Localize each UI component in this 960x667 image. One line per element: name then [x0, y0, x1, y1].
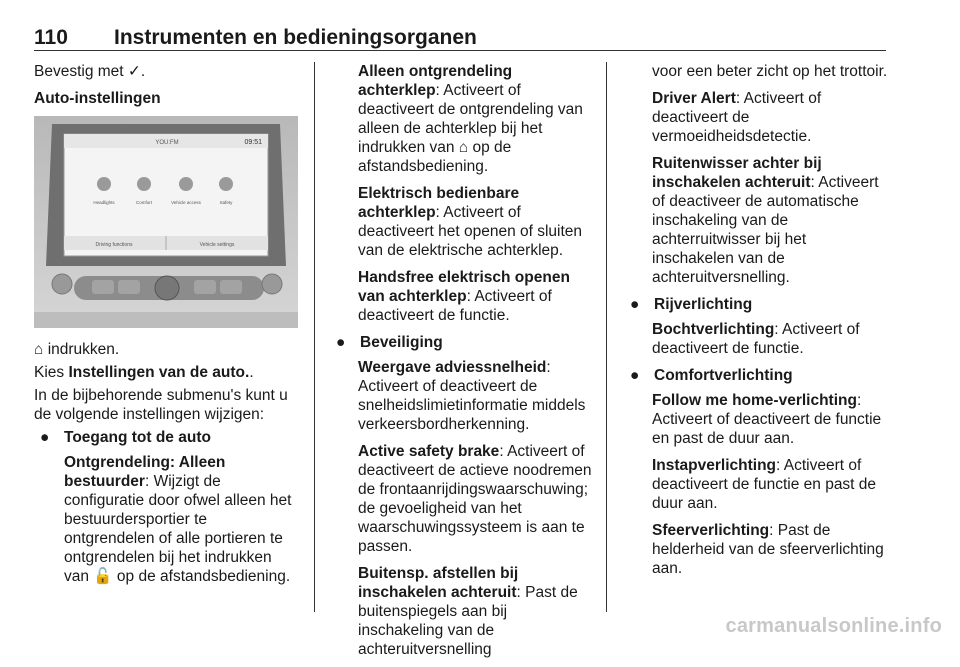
screen-time: 09:51: [244, 139, 262, 146]
screen-center-text: YOU:FM: [155, 140, 179, 146]
column-divider-2: [606, 62, 607, 612]
item-driver-unlock: Ontgrendeling: Alleen bestuurder: Wijzigt de configuratie door ofwel alleen het bestuurdersportier te ontgrendelen of alle portieren te ontgrendelen bij het indrukken van 🔓 op de afstandsbediening.: [64, 454, 292, 585]
tile-comfort: Comfort: [135, 200, 153, 205]
bullet-vehicle-access: ● Toegang tot de auto: [40, 429, 211, 446]
bullet-comfort-lights: ● Comfortverlichting: [630, 367, 793, 384]
screen-bottom-left: Driving functions: [95, 242, 133, 248]
page-header: [34, 26, 886, 52]
page-number: 110: [34, 26, 68, 49]
continued-text: voor een beter zicht op het trottoir.: [652, 63, 888, 80]
item-rear-wiper: Ruitenwisser achter bij inschakelen achteruit: Activeert of deactiveer de automatische inschakeling van de achterruitwisser bij het inschakelen van de achteruitversnelling.: [652, 155, 879, 286]
tile-safety: Safety: [219, 200, 233, 205]
item-mirror-reverse: Buitensp. afstellen bij inschakelen achteruit: Past de buitenspiegels aan bij inschakeling van de achteruitversnelling: [358, 565, 578, 658]
watermark: carmanualsonline.info: [725, 615, 942, 637]
tailgate-icon: ⌂: [458, 139, 469, 156]
item-cornering-light: Bochtverlichting: Activeert of deactiveert de functie.: [652, 321, 860, 357]
column-1: [34, 62, 300, 594]
bullet-dot: ●: [630, 367, 640, 384]
bullet-dot: ●: [40, 429, 50, 446]
tile-headlights: Headlights: [93, 200, 115, 205]
confirm-text: Bevestig met ✓.: [34, 63, 146, 80]
item-active-safety-brake: Active safety brake: Activeert of deactiveert de actieve noodremen de frontaanrijdingswaarschuwing; de gevoeligheid van het waarschuwingssysteem is aan te passen.: [358, 443, 592, 555]
press-home-text: ⌂ indrukken.: [34, 341, 120, 358]
bullet-dot: ●: [630, 296, 640, 313]
column-divider-1: [314, 62, 315, 612]
infotainment-photo: [34, 116, 298, 328]
column-3: [630, 62, 888, 586]
bullet-driving-lights: ● Rijverlichting: [630, 296, 753, 313]
item-follow-me-home: Follow me home-verlichting: Activeert of deactiveert de functie en past de duur aan.: [652, 392, 882, 447]
screen-bottom-right: Vehicle settings: [199, 242, 235, 248]
unlock-icon: 🔓: [93, 568, 113, 585]
bullet-security: ● Beveiliging: [336, 334, 443, 351]
bullet-dot: ●: [336, 334, 346, 351]
item-speed-advice: Weergave adviessnelheid: Activeert of deactiveert de snelheidslimietinformatie middels verkeersbordherkenning.: [358, 359, 586, 433]
intro-text: In de bijbehorende submenu's kunt u de volgende instellingen wijzigen:: [34, 387, 288, 423]
header-divider: [34, 50, 886, 51]
kies-text: Kies Instellingen van de auto..: [34, 364, 254, 381]
home-icon: ⌂: [34, 341, 44, 358]
item-tailgate-unlock: Alleen ontgrendeling achterklep: Activeert of deactiveert de ontgrendeling van alleen de achterklep bij het indrukken van ⌂ op de afstandsbediening.: [358, 63, 583, 175]
item-handsfree-tailgate: Handsfree elektrisch openen van achterklep: Activeert of deactiveert de functie.: [358, 269, 570, 324]
page-title: Instrumenten en bedieningsorganen: [114, 26, 477, 49]
tile-vehicle-access: Vehicle access: [171, 200, 201, 205]
item-ambient-light: Sfeerverlichting: Past de helderheid van de sfeerverlichting aan.: [652, 522, 884, 577]
item-electric-tailgate: Elektrisch bedienbare achterklep: Activeert of deactiveert het openen of sluiten van de elektrische achterklep.: [358, 185, 583, 259]
item-entry-light: Instapverlichting: Activeert of deactiveert de functie en past de duur aan.: [652, 457, 877, 512]
item-driver-alert: Driver Alert: Activeert of deactiveert de vermoeidheidsdetectie.: [652, 90, 822, 145]
column-2: [336, 62, 594, 667]
section-heading: Auto-instellingen: [34, 90, 161, 107]
